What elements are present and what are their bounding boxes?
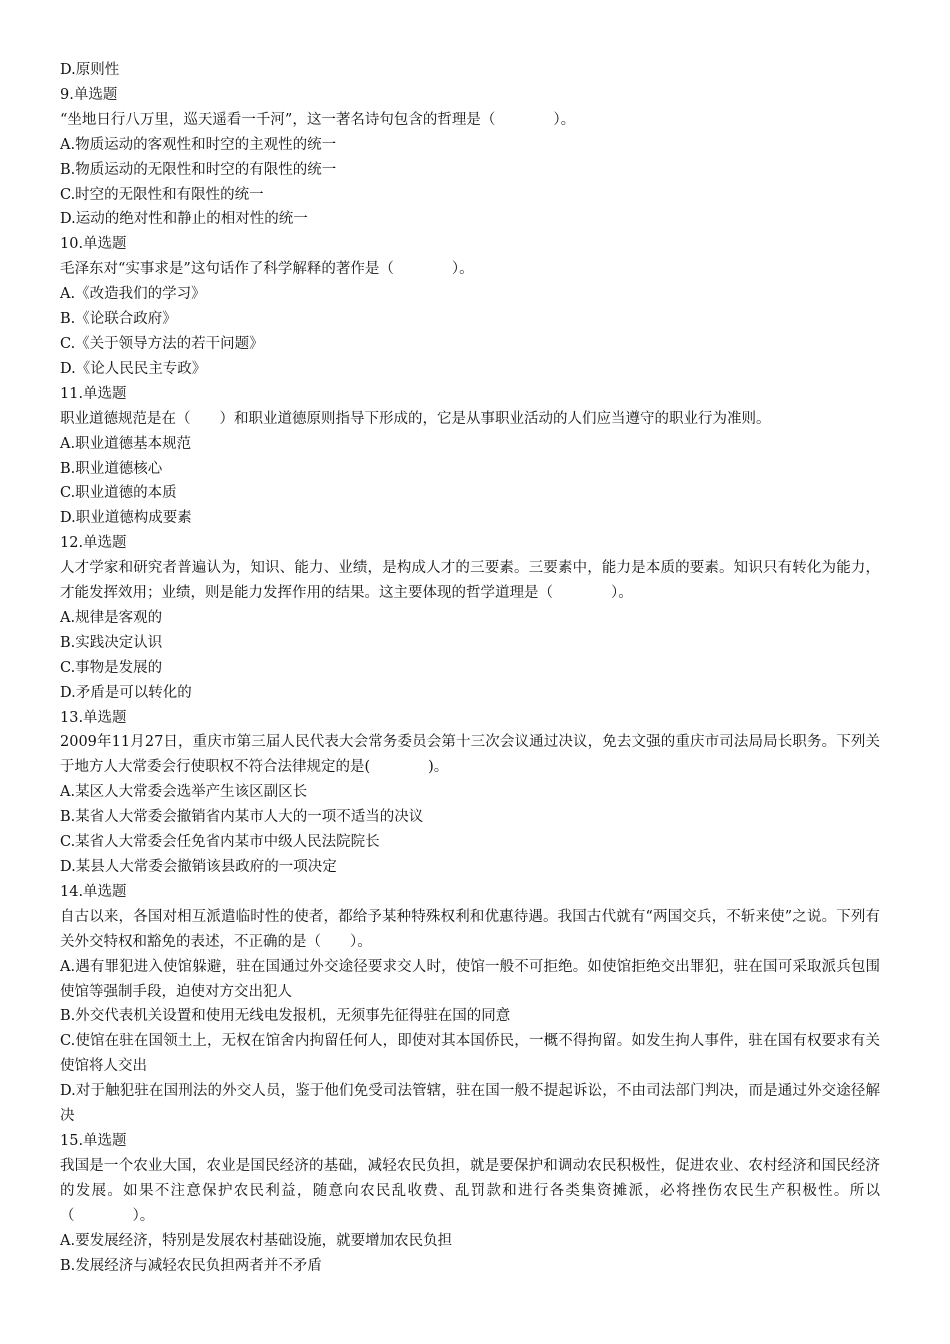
document-page xyxy=(60,58,880,1278)
question-13 xyxy=(60,706,880,880)
option-c: C.时空的无限性和有限性的统一 xyxy=(60,186,264,203)
option-a: A.要发展经济，特别是发展农村基础设施，就要增加农民负担 xyxy=(60,1232,453,1249)
question-9 xyxy=(60,83,880,232)
option-c: C.《关于领导方法的若干问题》 xyxy=(60,335,264,352)
question-15 xyxy=(60,1129,880,1278)
option-d: D.职业道德构成要素 xyxy=(60,510,192,527)
question-header: 9.单选题 xyxy=(60,86,118,103)
question-stem: 自古以来，各国对相互派遣临时性的使者，都给予某种特殊权利和优惠待遇。我国古代就有“两国交兵，不斩来使”之说。下列有关外交特权和豁免的表述，不正确的是（ ）。 xyxy=(60,908,880,950)
option-c: C.职业道德的本质 xyxy=(60,485,177,502)
option-b: B.发展经济与减轻农民负担两者并不矛盾 xyxy=(60,1257,322,1274)
question-stem: 职业道德规范是在（ ）和职业道德原则指导下形成的，它是从事职业活动的人们应当遵守的职业行为准则。 xyxy=(60,410,771,427)
option-b: B.实践决定认识 xyxy=(60,634,163,651)
option-d: D.对于触犯驻在国刑法的外交人员，鉴于他们免受司法管辖，驻在国一般不提起诉讼，不由司法部门判决，而是通过外交途径解决 xyxy=(60,1083,880,1125)
question-stem: “坐地日行八万里，巡天遥看一千河”，这一著名诗句包含的哲理是（ ）。 xyxy=(60,111,576,128)
option-d: D.运动的绝对性和静止的相对性的统一 xyxy=(60,211,308,228)
question-header: 14.单选题 xyxy=(60,883,127,900)
option-b: B.某省人大常委会撤销省内某市人大的一项不适当的决议 xyxy=(60,809,424,826)
question-11 xyxy=(60,382,880,531)
option-a: A.遇有罪犯进入使馆躲避，驻在国通过外交途径要求交人时，使馆一般不可拒绝。如使馆拒绝交出罪犯，驻在国可采取派兵包围使馆等强制手段，迫使对方交出犯人 xyxy=(60,958,880,1000)
question-header: 11.单选题 xyxy=(60,385,127,402)
question-header: 10.单选题 xyxy=(60,236,127,253)
option-b: B.物质运动的无限性和时空的有限性的统一 xyxy=(60,161,337,178)
question-header: 12.单选题 xyxy=(60,535,127,552)
question-14 xyxy=(60,880,880,1129)
option-c: C.某省人大常委会任免省内某市中级人民法院院长 xyxy=(60,834,380,851)
option-a: A.某区人大常委会选举产生该区副区长 xyxy=(60,784,308,801)
question-header: 15.单选题 xyxy=(60,1132,127,1149)
question-stem: 人才学家和研究者普遍认为，知识、能力、业绩，是构成人才的三要素。三要素中，能力是本质的要素。知识只有转化为能力，才能发挥效用；业绩，则是能力发挥作用的结果。这主要体现的哲学道理是（ ）。 xyxy=(60,560,880,602)
option-b: B.《论联合政府》 xyxy=(60,311,177,328)
option-a: A.物质运动的客观性和时空的主观性的统一 xyxy=(60,136,337,153)
option-c: C.事物是发展的 xyxy=(60,659,163,676)
question-12 xyxy=(60,531,880,705)
option-d: D.《论人民民主专政》 xyxy=(60,360,207,377)
question-10 xyxy=(60,232,880,381)
question-stem: 毛泽东对“实事求是”这句话作了科学解释的著作是（ ）。 xyxy=(60,261,474,278)
question-stem: 2009年11月27日，重庆市第三届人民代表大会常务委员会第十三次会议通过决议，免去文强的重庆市司法局局长职务。下列关于地方人大常委会行使职权不符合法律规定的是( )。 xyxy=(60,734,880,776)
option-a: A.规律是客观的 xyxy=(60,609,163,626)
option-d: D.矛盾是可以转化的 xyxy=(60,684,192,701)
option-a: A.《改造我们的学习》 xyxy=(60,286,206,303)
question-stem: 我国是一个农业大国，农业是国民经济的基础，减轻农民负担，就是要保护和调动农民积极性，促进农业、农村经济和国民经济的发展。如果不注意保护农民利益，随意向农民乱收费、乱罚款和进行各类集资摊派，必将挫伤农民生产积极性。所以（ ）。 xyxy=(60,1157,880,1224)
option-c: C.使馆在驻在国领土上，无权在馆舍内拘留任何人，即使对其本国侨民，一概不得拘留。如发生拘人事件，驻在国有权要求有关使馆将人交出 xyxy=(60,1033,880,1075)
option-d: D.某县人大常委会撤销该县政府的一项决定 xyxy=(60,859,337,875)
option-a: A.职业道德基本规范 xyxy=(60,435,192,452)
option-text: D.原则性 xyxy=(60,62,120,78)
option-b: B.外交代表机关设置和使用无线电发报机，无须事先征得驻在国的同意 xyxy=(60,1008,511,1025)
option-b: B.职业道德核心 xyxy=(60,460,163,477)
question-header: 13.单选题 xyxy=(60,709,127,726)
